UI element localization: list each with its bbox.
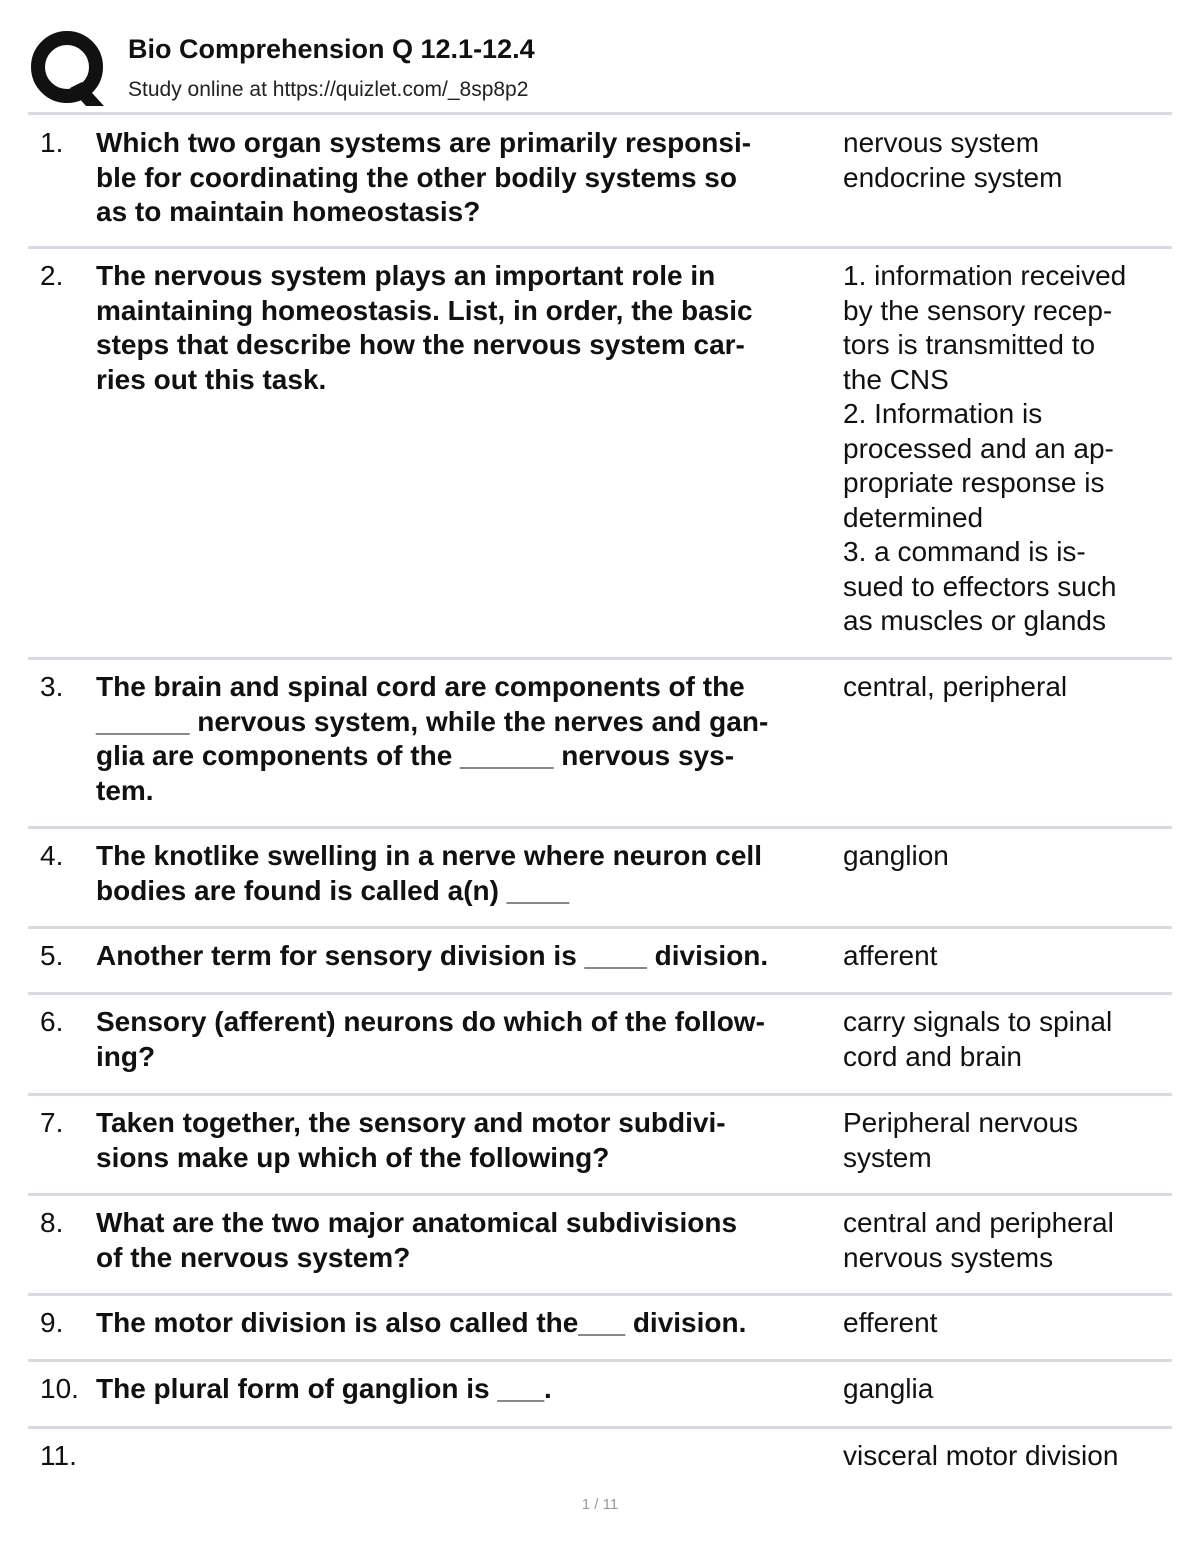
divider [28, 657, 1172, 660]
answer-line: tors is transmitted to [843, 329, 1096, 360]
answer-line: afferent [843, 940, 938, 971]
question-number: 5. [40, 940, 64, 971]
divider [28, 826, 1172, 829]
answer-text [843, 1439, 1168, 1474]
question-number: 3. [40, 671, 64, 702]
question-line: steps that describe how the nervous system car- [96, 329, 745, 360]
answer-line: determined [843, 501, 984, 533]
answer-text [843, 939, 1168, 974]
question-text [96, 1005, 838, 1074]
question-line: as to maintain homeostasis? [96, 196, 481, 227]
question-line: ries out this task. [96, 363, 327, 395]
answer-line: as muscles or glands [843, 605, 1107, 636]
question-line: The plural form of ganglion is ___. [96, 1373, 552, 1404]
question-number: 11. [40, 1440, 77, 1471]
answer-line: Peripheral nervous [843, 1107, 1079, 1138]
answer-text [843, 670, 1168, 705]
divider [28, 926, 1172, 929]
answer-line: nervous system [843, 127, 1040, 158]
answer-line: nervous systems [843, 1241, 1054, 1273]
answer-line: 1. information received [843, 260, 1127, 291]
question-line: bodies are found is called a(n) ____ [96, 874, 570, 906]
divider [28, 1293, 1172, 1296]
answer-line: propriate response is [843, 467, 1105, 498]
answer-line: the CNS [843, 363, 949, 395]
divider [28, 112, 1172, 115]
question-line: Which two organ systems are primarily responsi- [96, 127, 752, 158]
answer-line: by the sensory recep- [843, 294, 1113, 326]
divider [28, 1426, 1172, 1429]
page-title: Bio Comprehension Q 12.1-12.4 [128, 34, 535, 64]
question-line: What are the two major anatomical subdivisions [96, 1207, 738, 1238]
question-line: ing? [96, 1040, 156, 1072]
question-text [96, 1372, 838, 1407]
question-line: Another term for sensory division is ____ division. [96, 940, 769, 971]
question-line: Sensory (afferent) neurons do which of the follow- [96, 1006, 765, 1037]
question-line: The nervous system plays an important role in [96, 260, 716, 291]
question-line: Taken together, the sensory and motor subdivi- [96, 1107, 726, 1138]
answer-line: visceral motor division [843, 1440, 1119, 1471]
question-line: The knotlike swelling in a nerve where neuron cell [96, 840, 762, 871]
divider [28, 992, 1172, 995]
question-line: of the nervous system? [96, 1241, 411, 1273]
question-line: ______ nervous system, while the nerves and gan- [96, 705, 769, 737]
answer-line: endocrine system [843, 161, 1063, 193]
page-number: 1 / 11 [581, 1496, 619, 1513]
answer-text [843, 1306, 1168, 1341]
question-text [96, 1206, 838, 1275]
answer-text [843, 1005, 1168, 1074]
question-text [96, 839, 838, 908]
question-text [96, 259, 838, 397]
answer-line: 3. a command is is- [843, 536, 1086, 567]
question-number: 4. [40, 840, 64, 871]
answer-line: system [843, 1141, 932, 1173]
answer-line: central, peripheral [843, 671, 1068, 702]
question-line: tem. [96, 774, 154, 806]
question-number: 1. [40, 127, 64, 158]
page-header [30, 28, 1180, 108]
question-line: The brain and spinal cord are components of the [96, 671, 745, 702]
answer-text [843, 259, 1168, 639]
question-line: The motor division is also called the___ division. [96, 1307, 747, 1338]
answer-line: ganglia [843, 1373, 934, 1404]
question-text [96, 670, 838, 808]
study-link-text: Study online at https://quizlet.com/_8sp8p2 [128, 78, 529, 101]
answer-text [843, 1206, 1168, 1275]
answer-line: 2. Information is [843, 398, 1043, 429]
question-number: 2. [40, 260, 64, 291]
question-text [96, 939, 838, 974]
answer-text [843, 839, 1168, 874]
question-line: glia are components of the ______ nervous sys- [96, 740, 735, 771]
question-line: ble for coordinating the other bodily systems so [96, 161, 737, 193]
question-line: maintaining homeostasis. List, in order, the basic [96, 294, 753, 326]
answer-line: central and peripheral [843, 1207, 1114, 1238]
answer-line: processed and an ap- [843, 432, 1114, 464]
answer-text [843, 126, 1168, 195]
divider [28, 1093, 1172, 1096]
answer-line: cord and brain [843, 1040, 1023, 1072]
answer-line: efferent [843, 1307, 938, 1338]
answer-text [843, 1106, 1168, 1175]
quizlet-logo-icon [30, 30, 110, 110]
question-number: 9. [40, 1307, 64, 1338]
question-text [96, 1306, 838, 1341]
divider [28, 246, 1172, 249]
question-number: 6. [40, 1006, 64, 1037]
divider [28, 1193, 1172, 1196]
answer-line: sued to effectors such [843, 570, 1117, 602]
answer-line: ganglion [843, 840, 949, 871]
answer-text [843, 1372, 1168, 1407]
question-number: 7. [40, 1107, 64, 1138]
question-number: 8. [40, 1207, 64, 1238]
answer-line: carry signals to spinal [843, 1006, 1113, 1037]
question-text [96, 1106, 838, 1175]
question-number: 10. [40, 1373, 79, 1404]
divider [28, 1359, 1172, 1362]
question-line: sions make up which of the following? [96, 1141, 610, 1173]
question-text [96, 126, 838, 230]
